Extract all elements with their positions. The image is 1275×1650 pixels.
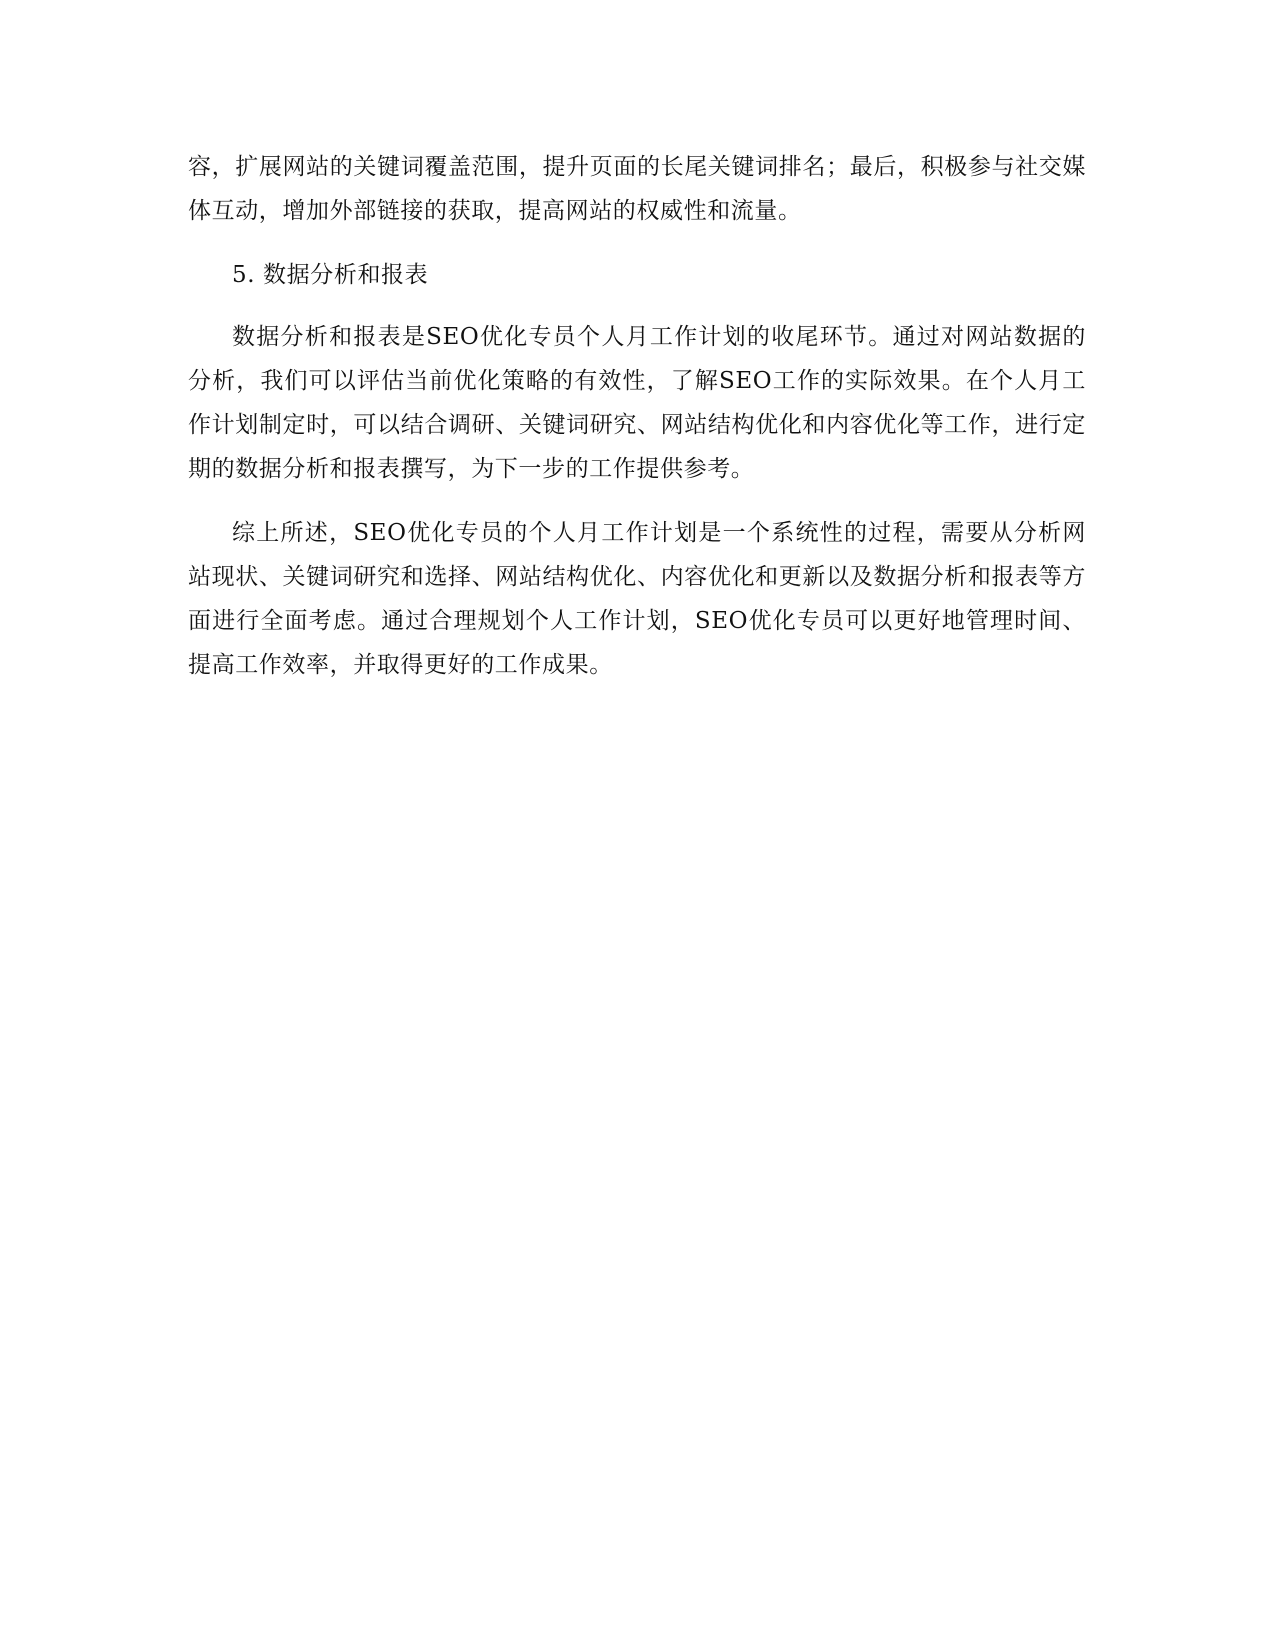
document-body <box>188 145 1086 707</box>
section-heading-data-analysis: 5. 数据分析和报表 <box>232 262 429 288</box>
data-analysis-paragraph: 数据分析和报表是SEO优化专员个人月工作计划的收尾环节。通过对网站数据的分析，我们可以评估当前优化策略的有效性，了解SEO工作的实际效果。在个人月工作计划制定时，可以结合调研、关键词研究、网站结构优化和内容优化等工作，进行定期的数据分析和报表撰写，为下一步的工作提供参考。 <box>188 324 1086 482</box>
continuation-paragraph: 容，扩展网站的关键词覆盖范围，提升页面的长尾关键词排名；最后，积极参与社交媒体互动，增加外部链接的获取，提高网站的权威性和流量。 <box>188 154 1086 224</box>
conclusion-paragraph: 综上所述，SEO优化专员的个人月工作计划是一个系统性的过程，需要从分析网站现状、关键词研究和选择、网站结构优化、内容优化和更新以及数据分析和报表等方面进行全面考虑。通过合理规划个人工作计划，SEO优化专员可以更好地管理时间、提高工作效率，并取得更好的工作成果。 <box>188 520 1086 678</box>
